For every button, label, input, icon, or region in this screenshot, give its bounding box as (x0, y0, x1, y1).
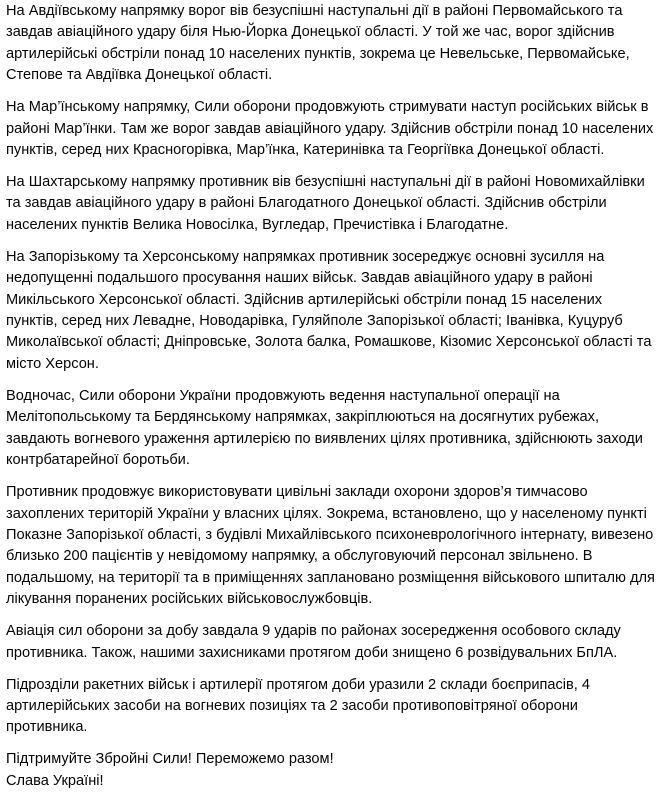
paragraph-aviation: Авіація сил оборони за добу завдала 9 ударів по районах зосередження особового складу противника. Також, нашими захисниками протягом доби знищено 6 розвідувальних БпЛА. (6, 623, 621, 661)
paragraph-artillery: Підрозділи ракетних військ і артилерії протягом доби уразили 2 склади боєприпасів, 4 артилерійських засоби на вогневих позиціях та 2 засоби противоповітряної оборони противника. (6, 676, 591, 736)
paragraph-avdiivka: На Авдіївському напрямку ворог вів безуспішні наступальні дії в районі Первомайського та завдав авіаційного удару біля Нью-Йорка Донецької області. У той же час, ворог здійснив артилерійські обстріли понад 10 населених пунктів, зокрема це Невельське, Первомайське, Степове та Авдіївка Донецької області. (6, 3, 630, 84)
paragraph-marinka: На Мар’їнському напрямку, Сили оборони продовжують стримувати наступ російських військ в районі Мар’їнки. Там же ворог завдав авіаційного удару. Здійснив обстріли понад 10 населених пунктів, серед них Красногорівка, Мар’їнка, Катеринівка та Георгіївка Донецької області. (6, 99, 654, 159)
closing-line-glory: Слава Україні! (6, 772, 104, 789)
paragraph-healthcare-facilities: Противник продовжує використовувати цивільні заклади охорони здоров’я тимчасово захоплених територій України у власних цілях. Зокрема, встановлено, що у населеному пункті Показне Запорізької області, з будівлі Михайлівського психоневрологічного інтернату, вивезено близько 200 пацієнтів у невідомому напрямку, а обслуговуючий персонал звільнено. В подальшому, на території та в приміщеннях заплановано розміщення військового шпиталю для лікування поранених російських військовослужбовців. (6, 484, 655, 608)
paragraph-melitopol-berdiansk: Водночас, Сили оборони України продовжують ведення наступальної операції на Мелітопольському та Бердянському напрямках, закріплюються на досягнутих рубежах, завдають вогневого ураження артилерією по виявлених цілях противника, здійснюють заходи контрбатарейної боротьби. (6, 387, 643, 469)
paragraph-shakhtarsk: На Шахтарському напрямку противник вів безуспішні наступальні дії в районі Новомихайлівки та завдав авіаційного удару в районі Благодатного Донецької області. Здійснив обстріли населених пунктів Велика Новосілка, Вугледар, Пречистівка і Благодатне. (6, 174, 645, 233)
paragraph-zaporizhzhia-kherson: На Запорізькому та Херсонському напрямках противник зосереджує основні зусилля на недопущенні подальшого просування наших військ. Завдав авіаційного удару в районі Микільського Херсонської області. Здійснив артилерійські обстріли понад 15 населених пунктів, серед них Левадне, Новодарівка, Гуляйполе Запорізької області; Іванівка, Куцуруб Миколаївської області; Дніпровське, Золота балка, Ромашкове, Кізомис Херсонської області та місто Херсон. (6, 248, 652, 372)
closing-message (6, 749, 657, 792)
closing-line-support: Підтримуйте Збройні Сили! Переможемо разом! (6, 751, 334, 768)
